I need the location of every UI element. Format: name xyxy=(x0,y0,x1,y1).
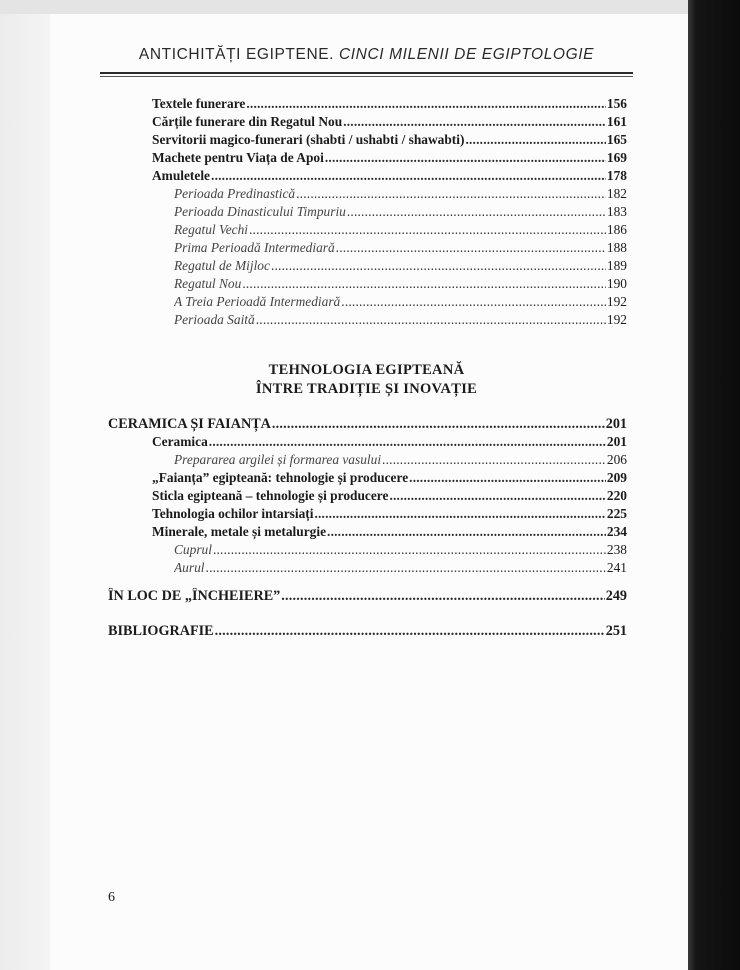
toc-leader xyxy=(382,452,606,468)
toc-entry-title: Tehnologia ochilor intarsiați xyxy=(152,506,314,521)
toc-leader xyxy=(242,276,606,292)
toc-entry-title: CERAMICA ȘI FAIANȚA xyxy=(108,416,271,432)
toc-entry-title: Regatul Vechi xyxy=(174,222,248,237)
toc-entry-title: Servitorii magico-funerari (shabti / ushabti / shawabti) xyxy=(152,132,465,147)
toc-entry-page: 156 xyxy=(606,96,627,111)
toc-leader xyxy=(211,168,606,184)
toc-entry xyxy=(152,168,627,185)
toc-leader xyxy=(465,132,605,148)
toc-leader xyxy=(389,488,605,504)
toc-leader xyxy=(296,186,606,202)
toc-entry-title: Machete pentru Viața de Apoi xyxy=(152,150,324,165)
toc-entry-page: 188 xyxy=(606,240,627,255)
toc-entry-title: Prima Perioadă Intermediară xyxy=(174,240,335,255)
toc-entry-page: 161 xyxy=(606,114,627,129)
toc-subentry xyxy=(174,240,627,257)
toc-entry-page: 206 xyxy=(606,452,627,467)
running-head-italic: CINCI MILENII DE EGIPTOLOGIE xyxy=(338,46,595,63)
header-rule-thin xyxy=(100,76,633,77)
toc-entry-page: 238 xyxy=(606,542,627,557)
toc-leader xyxy=(343,114,606,130)
toc-entry-title: Regatul de Mijloc xyxy=(174,258,270,273)
toc-entry-title: BIBLIOGRAFIE xyxy=(108,623,214,639)
toc-chapter xyxy=(108,623,627,640)
running-head-upright: ANTICHITĂȚI EGIPTENE. xyxy=(138,46,339,63)
scan-margin-left xyxy=(0,14,50,970)
running-head xyxy=(100,46,633,64)
toc-entry-title: Prepararea argilei și formarea vasului xyxy=(174,452,382,467)
scan-background-top xyxy=(0,0,740,14)
toc-subentry xyxy=(174,542,627,559)
toc-entry-page: 183 xyxy=(606,204,627,219)
toc-entry-page: 192 xyxy=(606,294,627,309)
toc-leader xyxy=(347,204,606,220)
toc-subentry xyxy=(174,452,627,469)
toc-leader xyxy=(256,312,606,328)
section-title-line-1: TEHNOLOGIA EGIPTEANĂ xyxy=(268,362,465,378)
toc-entry xyxy=(152,470,627,487)
toc-entry-title: Perioada Predinastică xyxy=(174,186,296,201)
toc-entry-title: Cărțile funerare din Regatul Nou xyxy=(152,114,343,129)
toc-leader xyxy=(314,506,605,522)
toc-entry-page: 178 xyxy=(606,168,627,183)
toc-entry-title: „Faianța” egipteană: tehnologie și producere xyxy=(152,470,409,485)
toc-entry-title: A Treia Perioadă Intermediară xyxy=(174,294,341,309)
toc-entry-page: 201 xyxy=(605,416,627,432)
toc-leader xyxy=(325,150,606,166)
toc-entry-page: 201 xyxy=(606,434,627,449)
toc-entry-page: 241 xyxy=(606,560,627,575)
toc-subentry xyxy=(174,222,627,239)
toc-leader xyxy=(271,258,606,274)
toc-entry xyxy=(152,488,627,505)
toc-leader xyxy=(409,470,606,486)
toc-entry xyxy=(152,132,627,149)
toc-entry-page: 190 xyxy=(606,276,627,291)
toc-entry-page: 220 xyxy=(606,488,627,503)
toc-leader xyxy=(209,434,606,450)
toc-entry-title: Aurul xyxy=(174,560,205,575)
toc-entry-page: 189 xyxy=(606,258,627,273)
toc-entry-title: Textele funerare xyxy=(152,96,246,111)
toc-leader xyxy=(213,542,606,558)
toc-leader xyxy=(215,623,605,640)
toc-leader xyxy=(327,524,606,540)
toc-entry-page: 209 xyxy=(606,470,627,485)
toc-entry-title: Minerale, metale și metalurgie xyxy=(152,524,327,539)
toc-leader xyxy=(281,588,604,605)
toc-entry-page: 251 xyxy=(605,623,627,639)
toc-entry xyxy=(152,96,627,113)
toc-entry-page: 169 xyxy=(606,150,627,165)
toc-leader xyxy=(272,416,605,433)
toc-chapter xyxy=(108,588,627,605)
toc-entry-title: Cuprul xyxy=(174,542,212,557)
toc-entry xyxy=(152,150,627,167)
toc-subentry xyxy=(174,294,627,311)
toc-entry-title: Amuletele xyxy=(152,168,211,183)
toc-entry-page: 165 xyxy=(606,132,627,147)
toc-entry xyxy=(152,506,627,523)
toc-entry-title: Regatul Nou xyxy=(174,276,242,291)
toc-entry xyxy=(152,114,627,131)
toc-entry-page: 225 xyxy=(606,506,627,521)
toc-entry-title: Ceramica xyxy=(152,434,208,449)
toc-entry-page: 249 xyxy=(605,588,627,604)
toc-entry-page: 182 xyxy=(606,186,627,201)
toc-entry-page: 192 xyxy=(606,312,627,327)
toc-leader xyxy=(246,96,606,112)
toc-subentry xyxy=(174,312,627,329)
toc-entry-page: 186 xyxy=(606,222,627,237)
toc-chapter xyxy=(108,416,627,433)
page-number: 6 xyxy=(108,890,115,905)
toc-subentry xyxy=(174,186,627,203)
section-title-line-2: ÎNTRE TRADIȚIE ȘI INOVAȚIE xyxy=(255,381,478,397)
toc-entry xyxy=(152,434,627,451)
toc-leader xyxy=(249,222,606,238)
toc-subentry xyxy=(174,560,627,577)
toc-subentry xyxy=(174,276,627,293)
toc-entry-title: ÎN LOC DE „ÎNCHEIERE” xyxy=(108,588,281,604)
toc-leader xyxy=(336,240,606,256)
header-rule-thick xyxy=(100,72,633,74)
toc-subentry xyxy=(174,204,627,221)
toc-entry-title: Sticla egipteană – tehnologie și producere xyxy=(152,488,389,503)
toc-entry-title: Perioada Saită xyxy=(174,312,255,327)
toc-leader xyxy=(341,294,606,310)
toc-entry-page: 234 xyxy=(606,524,627,539)
toc-entry-title: Perioada Dinasticului Timpuriu xyxy=(174,204,346,219)
toc-leader xyxy=(206,560,606,576)
toc-subentry xyxy=(174,258,627,275)
toc-entry xyxy=(152,524,627,541)
scan-dark-edge xyxy=(688,0,740,970)
